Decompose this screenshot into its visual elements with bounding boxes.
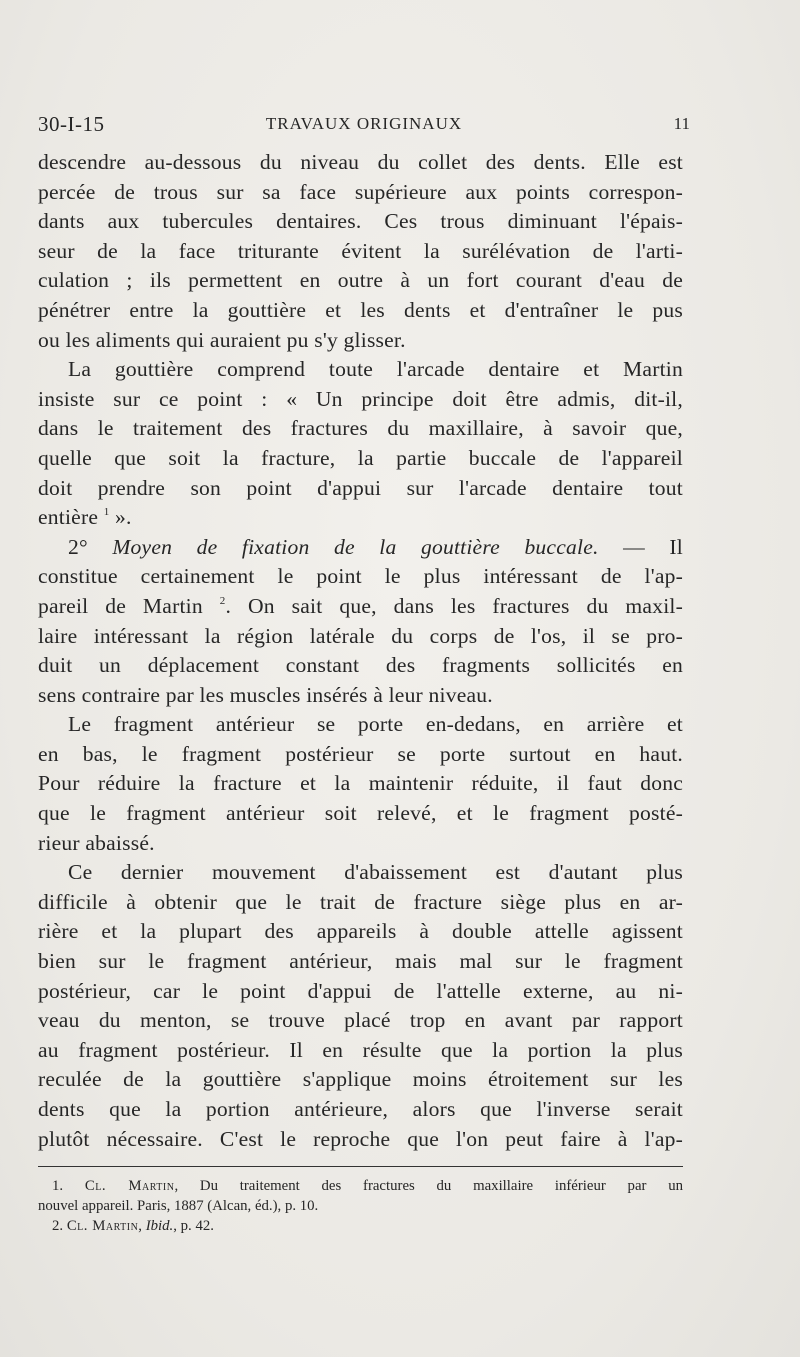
text-span: ».	[109, 505, 132, 530]
page-number: 11	[673, 114, 690, 133]
text-line: percée de trous sur sa face supérieure aux points correspon-	[38, 179, 683, 204]
text-line: en bas, le fragment postérieur se porte surtout en haut.	[38, 741, 683, 766]
text-span: . On sait que, dans les fractures du maxil-	[225, 593, 683, 618]
text-line: Le fragment antérieur se porte en-dedans, en arrière et	[68, 712, 683, 737]
text-line: veau du menton, se trouve placé trop en avant par rapport	[38, 1008, 683, 1033]
text-line: sens contraire par les muscles insérés à leur niveau.	[38, 682, 493, 707]
text-span: pareil de Martin	[38, 593, 203, 618]
section-number: 2°	[68, 534, 88, 559]
footnote-1-continued: nouvel appareil. Paris, 1887 (Alcan, éd.), p. 10.	[38, 1198, 319, 1214]
footnote-ref-2[interactable]: 2	[219, 594, 226, 607]
footnote-number: 2.	[52, 1218, 64, 1234]
footnote-1	[38, 1176, 683, 1196]
text-line: La gouttière comprend toute l'arcade dentaire et Martin	[68, 357, 683, 382]
section-title: Moyen de fixation de la gouttière buccale.	[112, 534, 599, 559]
text-line	[38, 503, 683, 533]
footnote-text: , p. 42.	[173, 1218, 214, 1234]
header-title: TRAVAUX ORIGINAUX	[265, 114, 463, 133]
text-line: plutôt nécessaire. C'est le reproche que l'on peut faire à l'ap-	[38, 1126, 683, 1151]
footnote-text: , Du traitement des fractures du maxillaire inférieur par un	[174, 1178, 684, 1194]
text-line: constitue certainement le point le plus intéressant de l'ap-	[38, 564, 683, 589]
text-line: laire intéressant la région latérale du corps de l'os, il se pro-	[38, 623, 683, 648]
footnote-ref-1[interactable]: 1	[103, 506, 110, 519]
footnote-2	[38, 1216, 683, 1236]
text-line: difficile à obtenir que le trait de fracture siège plus en ar-	[38, 889, 683, 914]
footnote-ibid: Ibid.	[145, 1218, 174, 1234]
text-line: culation ; ils permettent en outre à un fort courant d'eau de	[38, 268, 683, 293]
text-line: Pour réduire la fracture et la maintenir réduite, il faut donc	[38, 771, 683, 796]
text-line: dans le traitement des fractures du maxillaire, à savoir que,	[38, 416, 683, 441]
footnote-number: 1.	[52, 1178, 64, 1194]
footnote-sep: ,	[138, 1218, 146, 1234]
section-heading-line	[38, 533, 683, 563]
text-line: Ce dernier mouvement d'abaissement est d'autant plus	[68, 860, 683, 885]
text-line: insiste sur ce point : « Un principe doit être admis, dit-il,	[38, 386, 683, 411]
text-line: seur de la face triturante évitent la surélévation de l'arti-	[38, 238, 683, 263]
text-line: que le fragment antérieur soit relevé, et le fragment posté-	[38, 801, 683, 826]
text-line: pénétrer entre la gouttière et les dents et d'entraîner le pus	[38, 297, 683, 322]
footnote-divider	[38, 1166, 683, 1167]
text-line: dents que la portion antérieure, alors que l'inverse serait	[38, 1097, 683, 1121]
text-span: — Il	[598, 534, 683, 559]
text-line: duit un déplacement constant des fragments sollicités en	[38, 653, 683, 678]
footnotes	[38, 1176, 683, 1236]
text-line: ou les aliments qui auraient pu s'y glisser.	[38, 327, 406, 352]
footnote-author: Cl. Martin	[66, 1218, 139, 1234]
text-line: doit prendre son point d'appui sur l'arcade dentaire tout	[38, 475, 683, 500]
header-date: 30-I-15	[38, 112, 105, 136]
text-line: quelle que soit la fracture, la partie buccale de l'appareil	[38, 445, 683, 470]
text-line: bien sur le fragment antérieur, mais mal sur le fragment	[38, 949, 683, 974]
body-text	[38, 148, 683, 1154]
text-line: postérieur, car le point d'appui de l'attelle externe, au ni-	[38, 978, 683, 1003]
text-line: dants aux tubercules dentaires. Ces trous diminuant l'épais-	[38, 209, 683, 234]
text-line: descendre au-dessous du niveau du collet des dents. Elle est	[38, 150, 683, 174]
text-span: entière	[38, 505, 99, 530]
text-line: rieur abaissé.	[38, 830, 155, 855]
running-head	[38, 112, 690, 142]
footnote-author: Cl. Martin	[84, 1178, 175, 1194]
text-line	[38, 592, 683, 622]
text-line: reculée de la gouttière s'applique moins étroitement sur les	[38, 1067, 683, 1092]
text-line: au fragment postérieur. Il en résulte que la portion la plus	[38, 1037, 683, 1062]
text-line: rière et la plupart des appareils à double attelle agissent	[38, 919, 683, 944]
